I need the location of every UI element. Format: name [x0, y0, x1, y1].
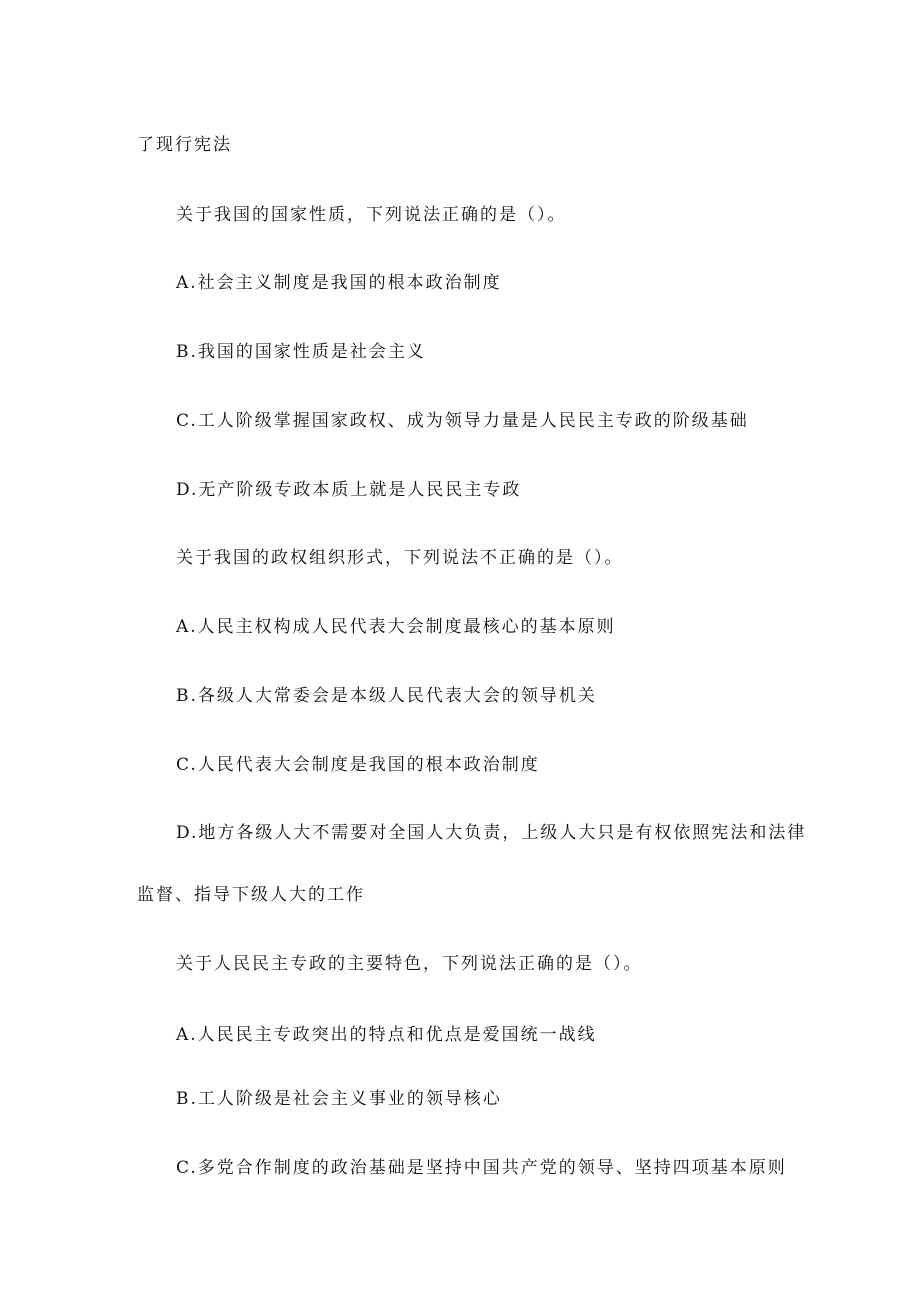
question-1-option-d: D.无产阶级专政本质上就是人民民主专政	[176, 480, 522, 500]
question-2-option-c: C.人民代表大会制度是我国的根本政治制度	[176, 755, 540, 775]
question-1-option-b: B.我国的国家性质是社会主义	[176, 342, 426, 362]
question-2-option-a: A.人民主权构成人民代表大会制度最核心的基本原则	[176, 617, 616, 637]
question-3-option-a: A.人民民主专政突出的特点和优点是爱国统一战线	[176, 1025, 597, 1045]
question-1-option-a: A.社会主义制度是我国的根本政治制度	[176, 273, 502, 293]
question-1-option-c: C.工人阶级掌握国家政权、成为领导力量是人民民主专政的阶级基础	[176, 411, 749, 431]
question-2-option-d-continuation: 监督、指导下级人大的工作	[137, 885, 365, 905]
question-3-option-b: B.工人阶级是社会主义事业的领导核心	[176, 1089, 502, 1109]
question-3: 关于人民民主专政的主要特色，下列说法正确的是（）。	[176, 954, 643, 974]
question-2: 关于我国的政权组织形式，下列说法不正确的是（）。	[176, 548, 624, 568]
text-continuation: 了现行宪法	[137, 135, 232, 155]
question-3-option-c: C.多党合作制度的政治基础是坚持中国共产党的领导、坚持四项基本原则	[176, 1158, 787, 1178]
question-1: 关于我国的国家性质，下列说法正确的是（）。	[176, 205, 567, 225]
question-2-option-b: B.各级人大常委会是本级人民代表大会的领导机关	[176, 686, 597, 706]
question-2-option-d: D.地方各级人大不需要对全国人大负责，上级人大只是有权依照宪法和法律	[176, 823, 807, 843]
